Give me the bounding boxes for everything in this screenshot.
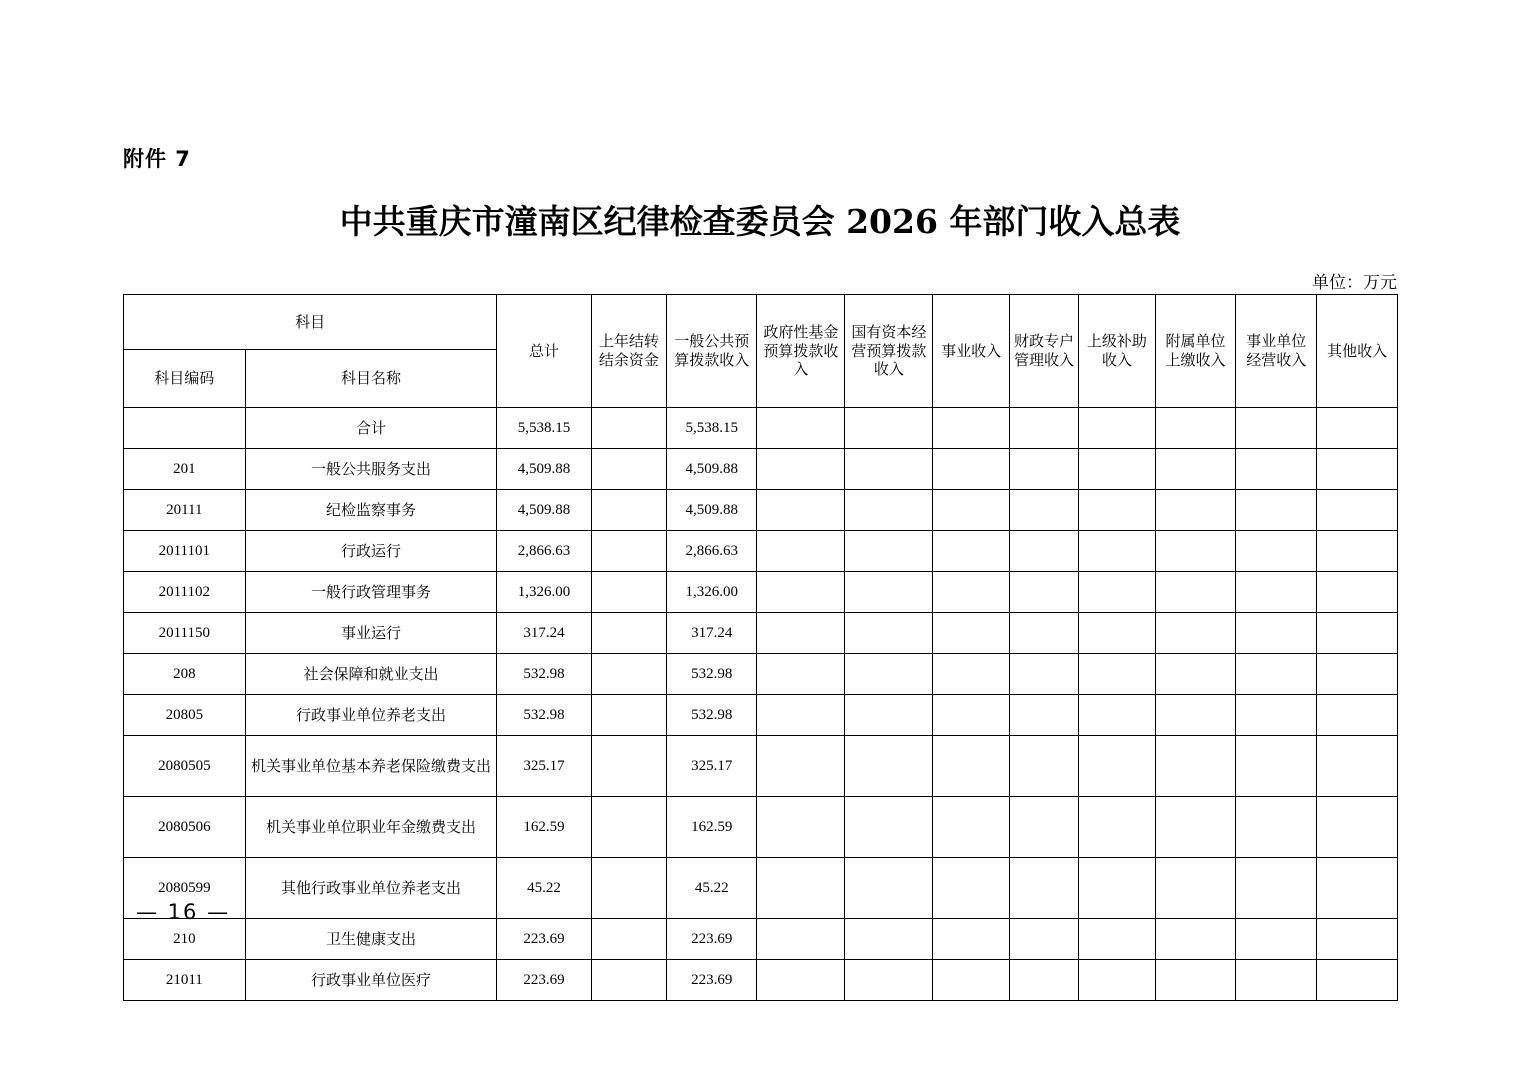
table-row [124,572,1398,613]
cell-subject-code: 20805 [124,695,246,736]
cell-gov-fund [757,797,845,858]
table-row [124,408,1398,449]
cell-other-income [1317,531,1398,572]
cell-career-operating [1236,858,1317,919]
cell-fiscal-account [1009,858,1078,919]
cell-superior-subsidy [1079,858,1156,919]
cell-carryover [591,613,666,654]
table-body [124,408,1398,1001]
cell-subordinate-paid [1155,858,1236,919]
cell-general-budget: 5,538.15 [667,408,757,449]
cell-superior-subsidy [1079,919,1156,960]
cell-carryover [591,858,666,919]
header-total: 总计 [497,295,591,408]
cell-fiscal-account [1009,736,1078,797]
cell-soe-capital [845,736,933,797]
cell-other-income [1317,449,1398,490]
cell-total: 325.17 [497,736,591,797]
cell-soe-capital [845,490,933,531]
cell-total: 1,326.00 [497,572,591,613]
budget-table-wrapper [123,294,1398,1001]
cell-carryover [591,960,666,1001]
cell-other-income [1317,797,1398,858]
cell-subject-name: 一般行政管理事务 [245,572,497,613]
cell-soe-capital [845,531,933,572]
cell-subject-code: 2080599 [124,858,246,919]
cell-career-income [933,490,1010,531]
table-row [124,797,1398,858]
cell-soe-capital [845,654,933,695]
cell-career-income [933,858,1010,919]
cell-fiscal-account [1009,797,1078,858]
header-fiscal-account: 财政专户管理收入 [1009,295,1078,408]
cell-subordinate-paid [1155,654,1236,695]
cell-superior-subsidy [1079,613,1156,654]
cell-career-income [933,449,1010,490]
cell-career-income [933,797,1010,858]
cell-soe-capital [845,695,933,736]
cell-other-income [1317,490,1398,531]
cell-total: 4,509.88 [497,490,591,531]
cell-subject-name: 社会保障和就业支出 [245,654,497,695]
cell-subordinate-paid [1155,613,1236,654]
cell-superior-subsidy [1079,960,1156,1001]
cell-other-income [1317,408,1398,449]
cell-general-budget: 532.98 [667,695,757,736]
cell-subject-name: 合计 [245,408,497,449]
cell-gov-fund [757,919,845,960]
cell-other-income [1317,736,1398,797]
unit-note: 单位：万元 [1312,273,1397,293]
cell-career-operating [1236,960,1317,1001]
cell-general-budget: 325.17 [667,736,757,797]
cell-superior-subsidy [1079,736,1156,797]
cell-total: 317.24 [497,613,591,654]
cell-career-operating [1236,613,1317,654]
cell-soe-capital [845,408,933,449]
cell-gov-fund [757,490,845,531]
cell-subordinate-paid [1155,572,1236,613]
cell-gov-fund [757,654,845,695]
cell-carryover [591,572,666,613]
cell-career-income [933,919,1010,960]
cell-subject-code: 20111 [124,490,246,531]
cell-superior-subsidy [1079,449,1156,490]
attachment-label: 附件 7 [123,147,191,171]
cell-soe-capital [845,449,933,490]
cell-total: 45.22 [497,858,591,919]
header-soe-capital: 国有资本经营预算拨款收入 [845,295,933,408]
cell-general-budget: 317.24 [667,613,757,654]
cell-general-budget: 223.69 [667,960,757,1001]
cell-superior-subsidy [1079,490,1156,531]
table-row [124,449,1398,490]
cell-career-operating [1236,654,1317,695]
cell-subordinate-paid [1155,797,1236,858]
cell-soe-capital [845,858,933,919]
header-superior-subsidy: 上级补助收入 [1079,295,1156,408]
cell-soe-capital [845,797,933,858]
cell-career-operating [1236,919,1317,960]
cell-subject-name: 一般公共服务支出 [245,449,497,490]
cell-subject-code: 2080506 [124,797,246,858]
cell-total: 532.98 [497,695,591,736]
cell-general-budget: 45.22 [667,858,757,919]
cell-general-budget: 1,326.00 [667,572,757,613]
cell-general-budget: 4,509.88 [667,449,757,490]
cell-soe-capital [845,919,933,960]
cell-subordinate-paid [1155,490,1236,531]
cell-superior-subsidy [1079,654,1156,695]
table-row [124,613,1398,654]
cell-subordinate-paid [1155,695,1236,736]
cell-career-operating [1236,797,1317,858]
header-subject-code: 科目编码 [124,350,246,408]
cell-gov-fund [757,613,845,654]
cell-career-operating [1236,572,1317,613]
cell-general-budget: 4,509.88 [667,490,757,531]
table-row [124,654,1398,695]
cell-subordinate-paid [1155,531,1236,572]
cell-carryover [591,449,666,490]
cell-total: 162.59 [497,797,591,858]
cell-subordinate-paid [1155,736,1236,797]
cell-other-income [1317,858,1398,919]
cell-gov-fund [757,695,845,736]
cell-subject-name: 机关事业单位职业年金缴费支出 [245,797,497,858]
cell-subordinate-paid [1155,449,1236,490]
table-row [124,490,1398,531]
header-career-income: 事业收入 [933,295,1010,408]
cell-gov-fund [757,858,845,919]
header-career-operating: 事业单位经营收入 [1236,295,1317,408]
cell-carryover [591,797,666,858]
cell-general-budget: 223.69 [667,919,757,960]
cell-gov-fund [757,572,845,613]
cell-fiscal-account [1009,613,1078,654]
cell-total: 4,509.88 [497,449,591,490]
cell-superior-subsidy [1079,408,1156,449]
cell-fiscal-account [1009,960,1078,1001]
cell-career-income [933,613,1010,654]
cell-subject-code: 2011150 [124,613,246,654]
table-row [124,531,1398,572]
cell-career-income [933,736,1010,797]
cell-fiscal-account [1009,919,1078,960]
cell-general-budget: 532.98 [667,654,757,695]
cell-subject-name: 其他行政事业单位养老支出 [245,858,497,919]
cell-subject-code: 2011101 [124,531,246,572]
table-row [124,919,1398,960]
cell-career-operating [1236,736,1317,797]
cell-other-income [1317,695,1398,736]
cell-total: 532.98 [497,654,591,695]
cell-subject-name: 纪检监察事务 [245,490,497,531]
cell-superior-subsidy [1079,572,1156,613]
cell-subject-code: 210 [124,919,246,960]
cell-career-income [933,654,1010,695]
table-row [124,858,1398,919]
cell-fiscal-account [1009,572,1078,613]
header-other-income: 其他收入 [1317,295,1398,408]
cell-other-income [1317,919,1398,960]
page-number: — 16 — [136,900,231,924]
cell-subject-code: 2011102 [124,572,246,613]
cell-general-budget: 162.59 [667,797,757,858]
cell-fiscal-account [1009,695,1078,736]
cell-superior-subsidy [1079,531,1156,572]
department-income-table [123,294,1398,1001]
cell-subject-name: 行政事业单位养老支出 [245,695,497,736]
cell-subject-name: 卫生健康支出 [245,919,497,960]
cell-gov-fund [757,531,845,572]
cell-career-operating [1236,531,1317,572]
cell-carryover [591,654,666,695]
cell-fiscal-account [1009,449,1078,490]
cell-career-income [933,572,1010,613]
cell-fiscal-account [1009,531,1078,572]
cell-gov-fund [757,736,845,797]
cell-career-income [933,408,1010,449]
cell-other-income [1317,960,1398,1001]
header-subject-group: 科目 [124,295,497,350]
cell-career-operating [1236,449,1317,490]
table-row [124,695,1398,736]
cell-career-income [933,960,1010,1001]
cell-subject-name: 行政运行 [245,531,497,572]
cell-carryover [591,695,666,736]
header-subject-name: 科目名称 [245,350,497,408]
header-general-budget: 一般公共预算拨款收入 [667,295,757,408]
cell-other-income [1317,613,1398,654]
cell-total: 2,866.63 [497,531,591,572]
cell-carryover [591,736,666,797]
cell-soe-capital [845,613,933,654]
cell-fiscal-account [1009,490,1078,531]
cell-fiscal-account [1009,408,1078,449]
cell-carryover [591,531,666,572]
cell-superior-subsidy [1079,797,1156,858]
cell-total: 223.69 [497,919,591,960]
cell-superior-subsidy [1079,695,1156,736]
header-row-top [124,295,1398,350]
header-carryover: 上年结转结余资金 [591,295,666,408]
cell-subject-code: 208 [124,654,246,695]
table-header [124,295,1398,408]
cell-carryover [591,408,666,449]
cell-subject-name: 机关事业单位基本养老保险缴费支出 [245,736,497,797]
table-row [124,960,1398,1001]
cell-total: 223.69 [497,960,591,1001]
cell-carryover [591,490,666,531]
cell-gov-fund [757,449,845,490]
cell-gov-fund [757,960,845,1001]
cell-subject-name: 事业运行 [245,613,497,654]
cell-other-income [1317,654,1398,695]
cell-subject-code: 21011 [124,960,246,1001]
cell-general-budget: 2,866.63 [667,531,757,572]
cell-subject-name: 行政事业单位医疗 [245,960,497,1001]
cell-fiscal-account [1009,654,1078,695]
cell-subordinate-paid [1155,960,1236,1001]
cell-carryover [591,919,666,960]
header-gov-fund: 政府性基金预算拨款收入 [757,295,845,408]
page-title: 中共重庆市潼南区纪律检查委员会 2026 年部门收入总表 [339,202,1181,241]
cell-subject-code: 201 [124,449,246,490]
cell-subordinate-paid [1155,408,1236,449]
header-subordinate-paid: 附属单位上缴收入 [1155,295,1236,408]
cell-career-operating [1236,695,1317,736]
cell-career-income [933,531,1010,572]
cell-other-income [1317,572,1398,613]
cell-subject-code: 2080505 [124,736,246,797]
cell-career-operating [1236,408,1317,449]
cell-gov-fund [757,408,845,449]
cell-soe-capital [845,960,933,1001]
cell-soe-capital [845,572,933,613]
table-row [124,736,1398,797]
cell-career-operating [1236,490,1317,531]
cell-total: 5,538.15 [497,408,591,449]
cell-career-income [933,695,1010,736]
cell-subject-code [124,408,246,449]
cell-subordinate-paid [1155,919,1236,960]
